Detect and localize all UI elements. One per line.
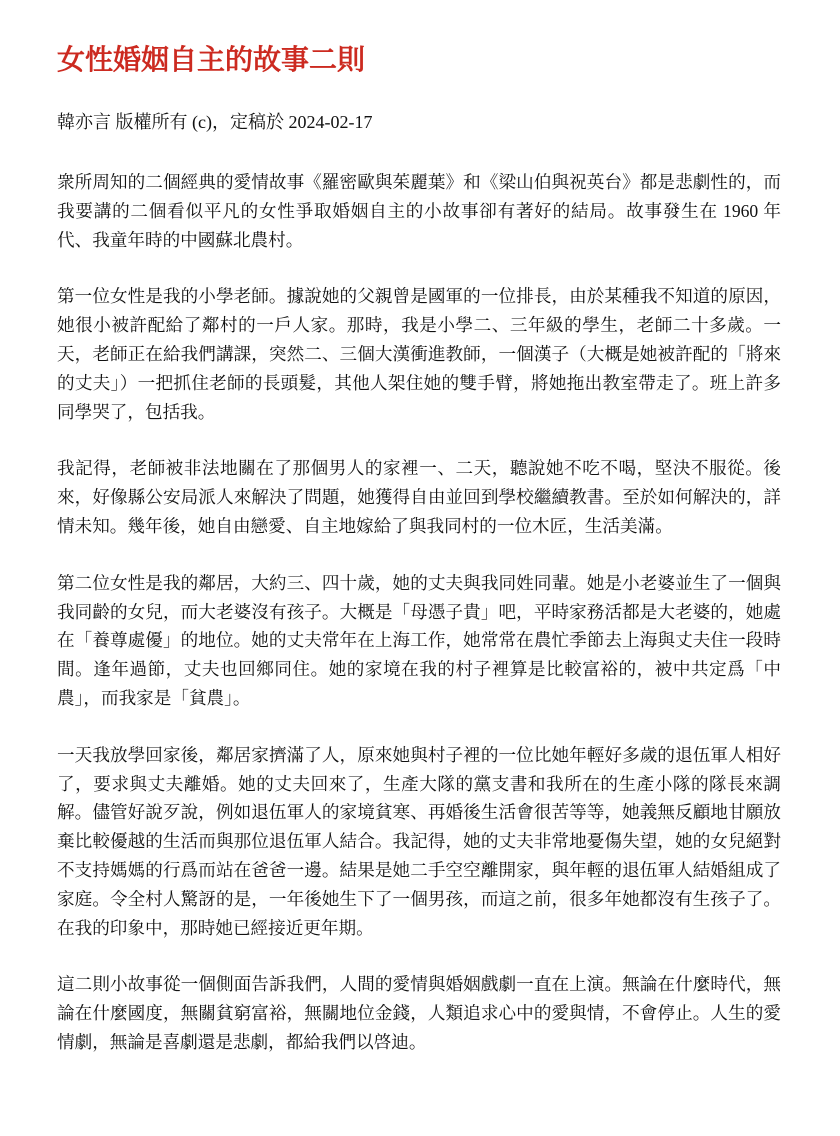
article xyxy=(57,40,781,1085)
article-paragraph-1: 衆所周知的二個經典的愛情故事《羅密歐與茱麗葉》和《梁山伯與祝英台》都是悲劇性的，而我要講的二個看似平凡的女性爭取婚姻自主的小故事卻有著好的結局。故事發生在 1960 年代、我童年時的中國蘇北農村。 xyxy=(57,172,781,250)
article-paragraph-2: 第一位女性是我的小學老師。據說她的父親曾是國軍的一位排長，由於某種我不知道的原因，她很小被許配給了鄰村的一戶人家。那時，我是小學二、三年級的學生，老師二十多歲。一天，老師正在給我們講課，突然二、三個大漢衝進教師，一個漢子（大概是她被許配的「將來的丈夫」）一把抓住老師的長頭髮，其他人架住她的雙手臂，將她拖出教室帶走了。班上許多同學哭了，包括我。 xyxy=(57,286,781,422)
article-byline: 韓亦言 版權所有 (c)，定稿於 2024-02-17 xyxy=(57,112,373,132)
article-paragraph-6: 這二則小故事從一個側面告訴我們，人間的愛情與婚姻戲劇一直在上演。無論在什麼時代，無論在什麼國度，無關貧窮富裕，無關地位金錢，人類追求心中的愛與情，不會停止。人生的愛情劇，無論是喜劇還是悲劇，都給我們以啓迪。 xyxy=(57,974,781,1052)
article-paragraph-5: 一天我放學回家後，鄰居家擠滿了人，原來她與村子裡的一位比她年輕好多歲的退伍軍人相好了，要求與丈夫離婚。她的丈夫回來了，生產大隊的黨支書和我所在的生產小隊的隊長來調解。儘管好說歹說，例如退伍軍人的家境貧寒、再婚後生活會很苦等等，她義無反顧地甘願放棄比較優越的生活而與那位退伍軍人結合。我記得，她的丈夫非常地憂傷失望，她的女兒絕對不支持媽媽的行爲而站在爸爸一邊。結果是她二手空空離開家，與年輕的退伍軍人結婚組成了家庭。令全村人驚訝的是，一年後她生下了一個男孩，而這之前，很多年她都沒有生孩子了。在我的印象中，那時她已經接近更年期。 xyxy=(57,744,781,938)
article-paragraph-4: 第二位女性是我的鄰居，大約三、四十歲，她的丈夫與我同姓同輩。她是小老婆並生了一個與我同齡的女兒，而大老婆沒有孩子。大概是「母憑子貴」吧，平時家務活都是大老婆的，她處在「養尊處優」的地位。她的丈夫常年在上海工作，她常常在農忙季節去上海與丈夫住一段時間。逢年過節，丈夫也回鄉同住。她的家境在我的村子裡算是比較富裕的，被中共定爲「中農」，而我家是「貧農」。 xyxy=(57,572,781,708)
article-paragraph-3: 我記得，老師被非法地關在了那個男人的家裡一、二天，聽說她不吃不喝，堅決不服從。後來，好像縣公安局派人來解決了問題，她獲得自由並回到學校繼續教書。至於如何解決的，詳情未知。幾年後，她自由戀愛、自主地嫁給了與我同村的一位木匠，生活美滿。 xyxy=(57,458,781,536)
article-title: 女性婚姻自主的故事二則 xyxy=(57,43,366,76)
